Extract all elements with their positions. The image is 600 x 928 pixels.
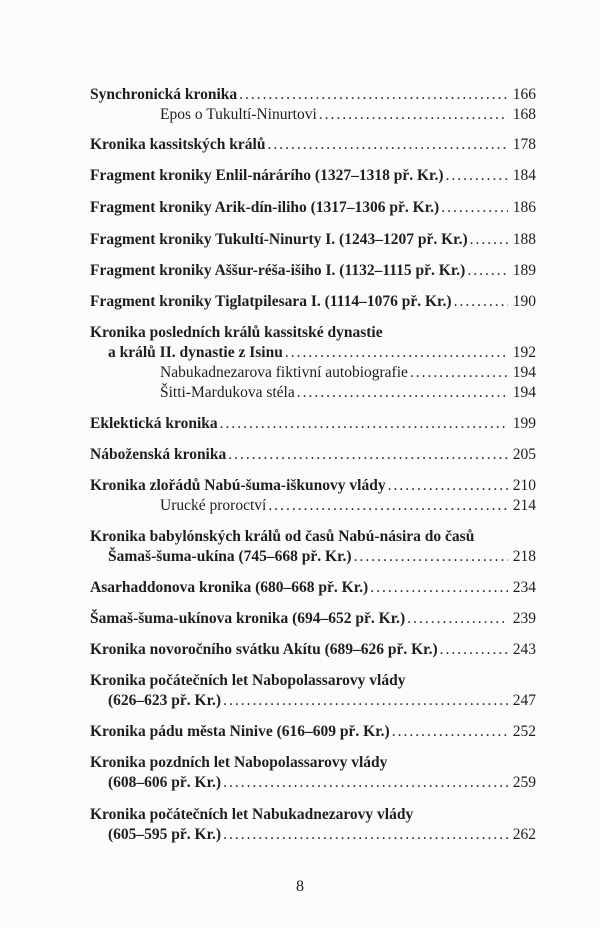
toc-entry <box>90 262 536 280</box>
toc-subentry <box>160 384 536 402</box>
toc-entry-title: Synchronická kronika <box>90 86 238 103</box>
toc-leader-dots <box>297 384 508 402</box>
toc-leader-dots <box>467 262 508 280</box>
toc-subentry <box>160 364 536 382</box>
toc-entry-continuation <box>108 692 536 710</box>
toc-entry-title: Kronika posledních králů kassitské dynastie <box>90 324 383 341</box>
toc-leader-dots <box>223 826 508 844</box>
toc-entry-page: 184 <box>512 167 536 184</box>
toc-subentry-page: 214 <box>512 497 536 514</box>
toc-leader-dots <box>223 692 508 710</box>
toc-leader-dots <box>319 106 508 124</box>
toc-entry <box>90 199 536 217</box>
toc-entry <box>90 610 536 628</box>
toc-entry-title: Šamaš-šuma-ukínova kronika (694–652 př. Kr.) <box>90 610 406 627</box>
toc-subentry-title: Epos o Tukultí-Ninurtovi <box>160 106 317 123</box>
toc-entry-page: 199 <box>512 415 536 432</box>
toc-entry <box>90 579 536 597</box>
toc-entry-title: Šamaš-šuma-ukína (745–668 př. Kr.) <box>108 548 352 565</box>
toc-entry <box>90 293 536 311</box>
toc-leader-dots <box>454 293 508 311</box>
toc-entry <box>90 136 536 154</box>
toc-entry-page: 252 <box>512 723 536 740</box>
toc-entry-page: 262 <box>512 826 536 843</box>
toc-entry-page: 210 <box>512 477 536 494</box>
toc-leader-dots <box>388 477 508 495</box>
toc-subentry-page: 194 <box>512 384 536 401</box>
toc-entry-continuation <box>108 548 536 566</box>
toc-subentry-title: Nabukadnezarova fiktivní autobiografie <box>160 364 408 381</box>
toc-leader-dots <box>392 723 508 741</box>
toc-entry-heading <box>90 672 536 690</box>
toc-entry-title: Fragment kroniky Arik-dín-iliho (1317–1306 př. Kr.) <box>90 199 440 216</box>
toc-leader-dots <box>220 415 508 433</box>
toc-entry <box>90 723 536 741</box>
toc-entry-title: Fragment kroniky Aššur-réša-išiho I. (1132–1115 př. Kr.) <box>90 262 466 279</box>
toc-leader-dots <box>354 548 508 566</box>
toc-entry-title: Kronika babylónských králů od časů Nabú-násira do časů <box>90 528 475 545</box>
toc-leader-dots <box>440 641 508 659</box>
toc-subentry <box>160 106 536 124</box>
toc-entry-title: Kronika novoročního svátku Akítu (689–626 př. Kr.) <box>90 641 438 658</box>
toc-entry-page: 189 <box>512 262 536 279</box>
toc-leader-dots <box>228 446 508 464</box>
toc-leader-dots <box>223 774 508 792</box>
toc-entry-page: 247 <box>512 692 536 709</box>
toc-entry-title: Kronika počátečních let Nabopolassarovy vlády <box>90 672 406 689</box>
toc-entry-title: Fragment kroniky Tiglatpilesara I. (1114–1076 př. Kr.) <box>90 293 452 310</box>
toc-entry <box>90 641 536 659</box>
toc-leader-dots <box>268 497 508 515</box>
toc-entry-title: Kronika pozdních let Nabopolassarovy vlády <box>90 754 388 771</box>
toc-subentry-title: Šitti-Mardukova stéla <box>160 384 295 401</box>
toc-entry <box>90 415 536 433</box>
toc-leader-dots <box>407 610 508 628</box>
toc-leader-dots <box>370 579 508 597</box>
toc-entry-title: (608–606 př. Kr.) <box>108 774 222 791</box>
toc-entry-title: Fragment kroniky Tukultí-Ninurty I. (1243–1207 př. Kr.) <box>90 231 468 248</box>
toc-entry-heading <box>90 324 536 342</box>
toc-entry-page: 166 <box>512 86 536 103</box>
toc-entry-heading <box>90 754 536 772</box>
toc-leader-dots <box>239 86 508 104</box>
toc-entry-title: Fragment kroniky Enlil-nárárího (1327–1318 př. Kr.) <box>90 167 444 184</box>
toc-entry <box>90 86 536 104</box>
toc-entry-page: 243 <box>512 641 536 658</box>
toc-entry-page: 259 <box>512 774 536 791</box>
toc-leader-dots <box>285 344 508 362</box>
toc-leader-dots <box>410 364 508 382</box>
toc-entry-heading <box>90 806 536 824</box>
toc-entry-title: Eklektická kronika <box>90 415 218 432</box>
toc-entry-page: 192 <box>512 344 536 361</box>
toc-entry-title: (605–595 př. Kr.) <box>108 826 222 843</box>
toc-entry-page: 178 <box>512 136 536 153</box>
toc-entry-page: 186 <box>512 199 536 216</box>
toc-entry <box>90 477 536 495</box>
toc-subentry <box>160 497 536 515</box>
toc-entry <box>90 231 536 249</box>
toc-entry-title: (626–623 př. Kr.) <box>108 692 222 709</box>
page-number: 8 <box>296 878 304 895</box>
toc-leader-dots <box>441 199 508 217</box>
toc-subentry-title: Urucké proroctví <box>160 497 267 514</box>
toc-entry-continuation <box>108 344 536 362</box>
toc-entry-title: a králů II. dynastie z Isinu <box>108 344 283 361</box>
toc-entry <box>90 167 536 185</box>
toc-entry-title: Asarhaddonova kronika (680–668 př. Kr.) <box>90 579 369 596</box>
toc-entry-page: 218 <box>512 548 536 565</box>
toc-entry-title: Kronika kassitských králů <box>90 136 266 153</box>
toc-entry-title: Kronika pádu města Ninive (616–609 př. Kr.) <box>90 723 390 740</box>
toc-subentry-page: 168 <box>512 106 536 123</box>
toc-entry-page: 205 <box>512 446 536 463</box>
toc-subentry-page: 194 <box>512 364 536 381</box>
toc-entry-page: 234 <box>512 579 536 596</box>
toc-entry-continuation <box>108 826 536 844</box>
toc-entry-page: 190 <box>512 293 536 310</box>
toc-leader-dots <box>446 167 509 185</box>
toc-entry-title: Kronika zlořádů Nabú-šuma-iškunovy vlády <box>90 477 386 494</box>
toc-entry-heading <box>90 528 536 546</box>
toc-entry-page: 188 <box>512 231 536 248</box>
toc-entry-continuation <box>108 774 536 792</box>
toc-entry-title: Kronika počátečních let Nabukadnezarovy vlády <box>90 806 414 823</box>
toc-entry-page: 239 <box>512 610 536 627</box>
toc-entry <box>90 446 536 464</box>
toc-entry-title: Náboženská kronika <box>90 446 227 463</box>
toc-leader-dots <box>267 136 508 154</box>
toc-leader-dots <box>470 231 508 249</box>
